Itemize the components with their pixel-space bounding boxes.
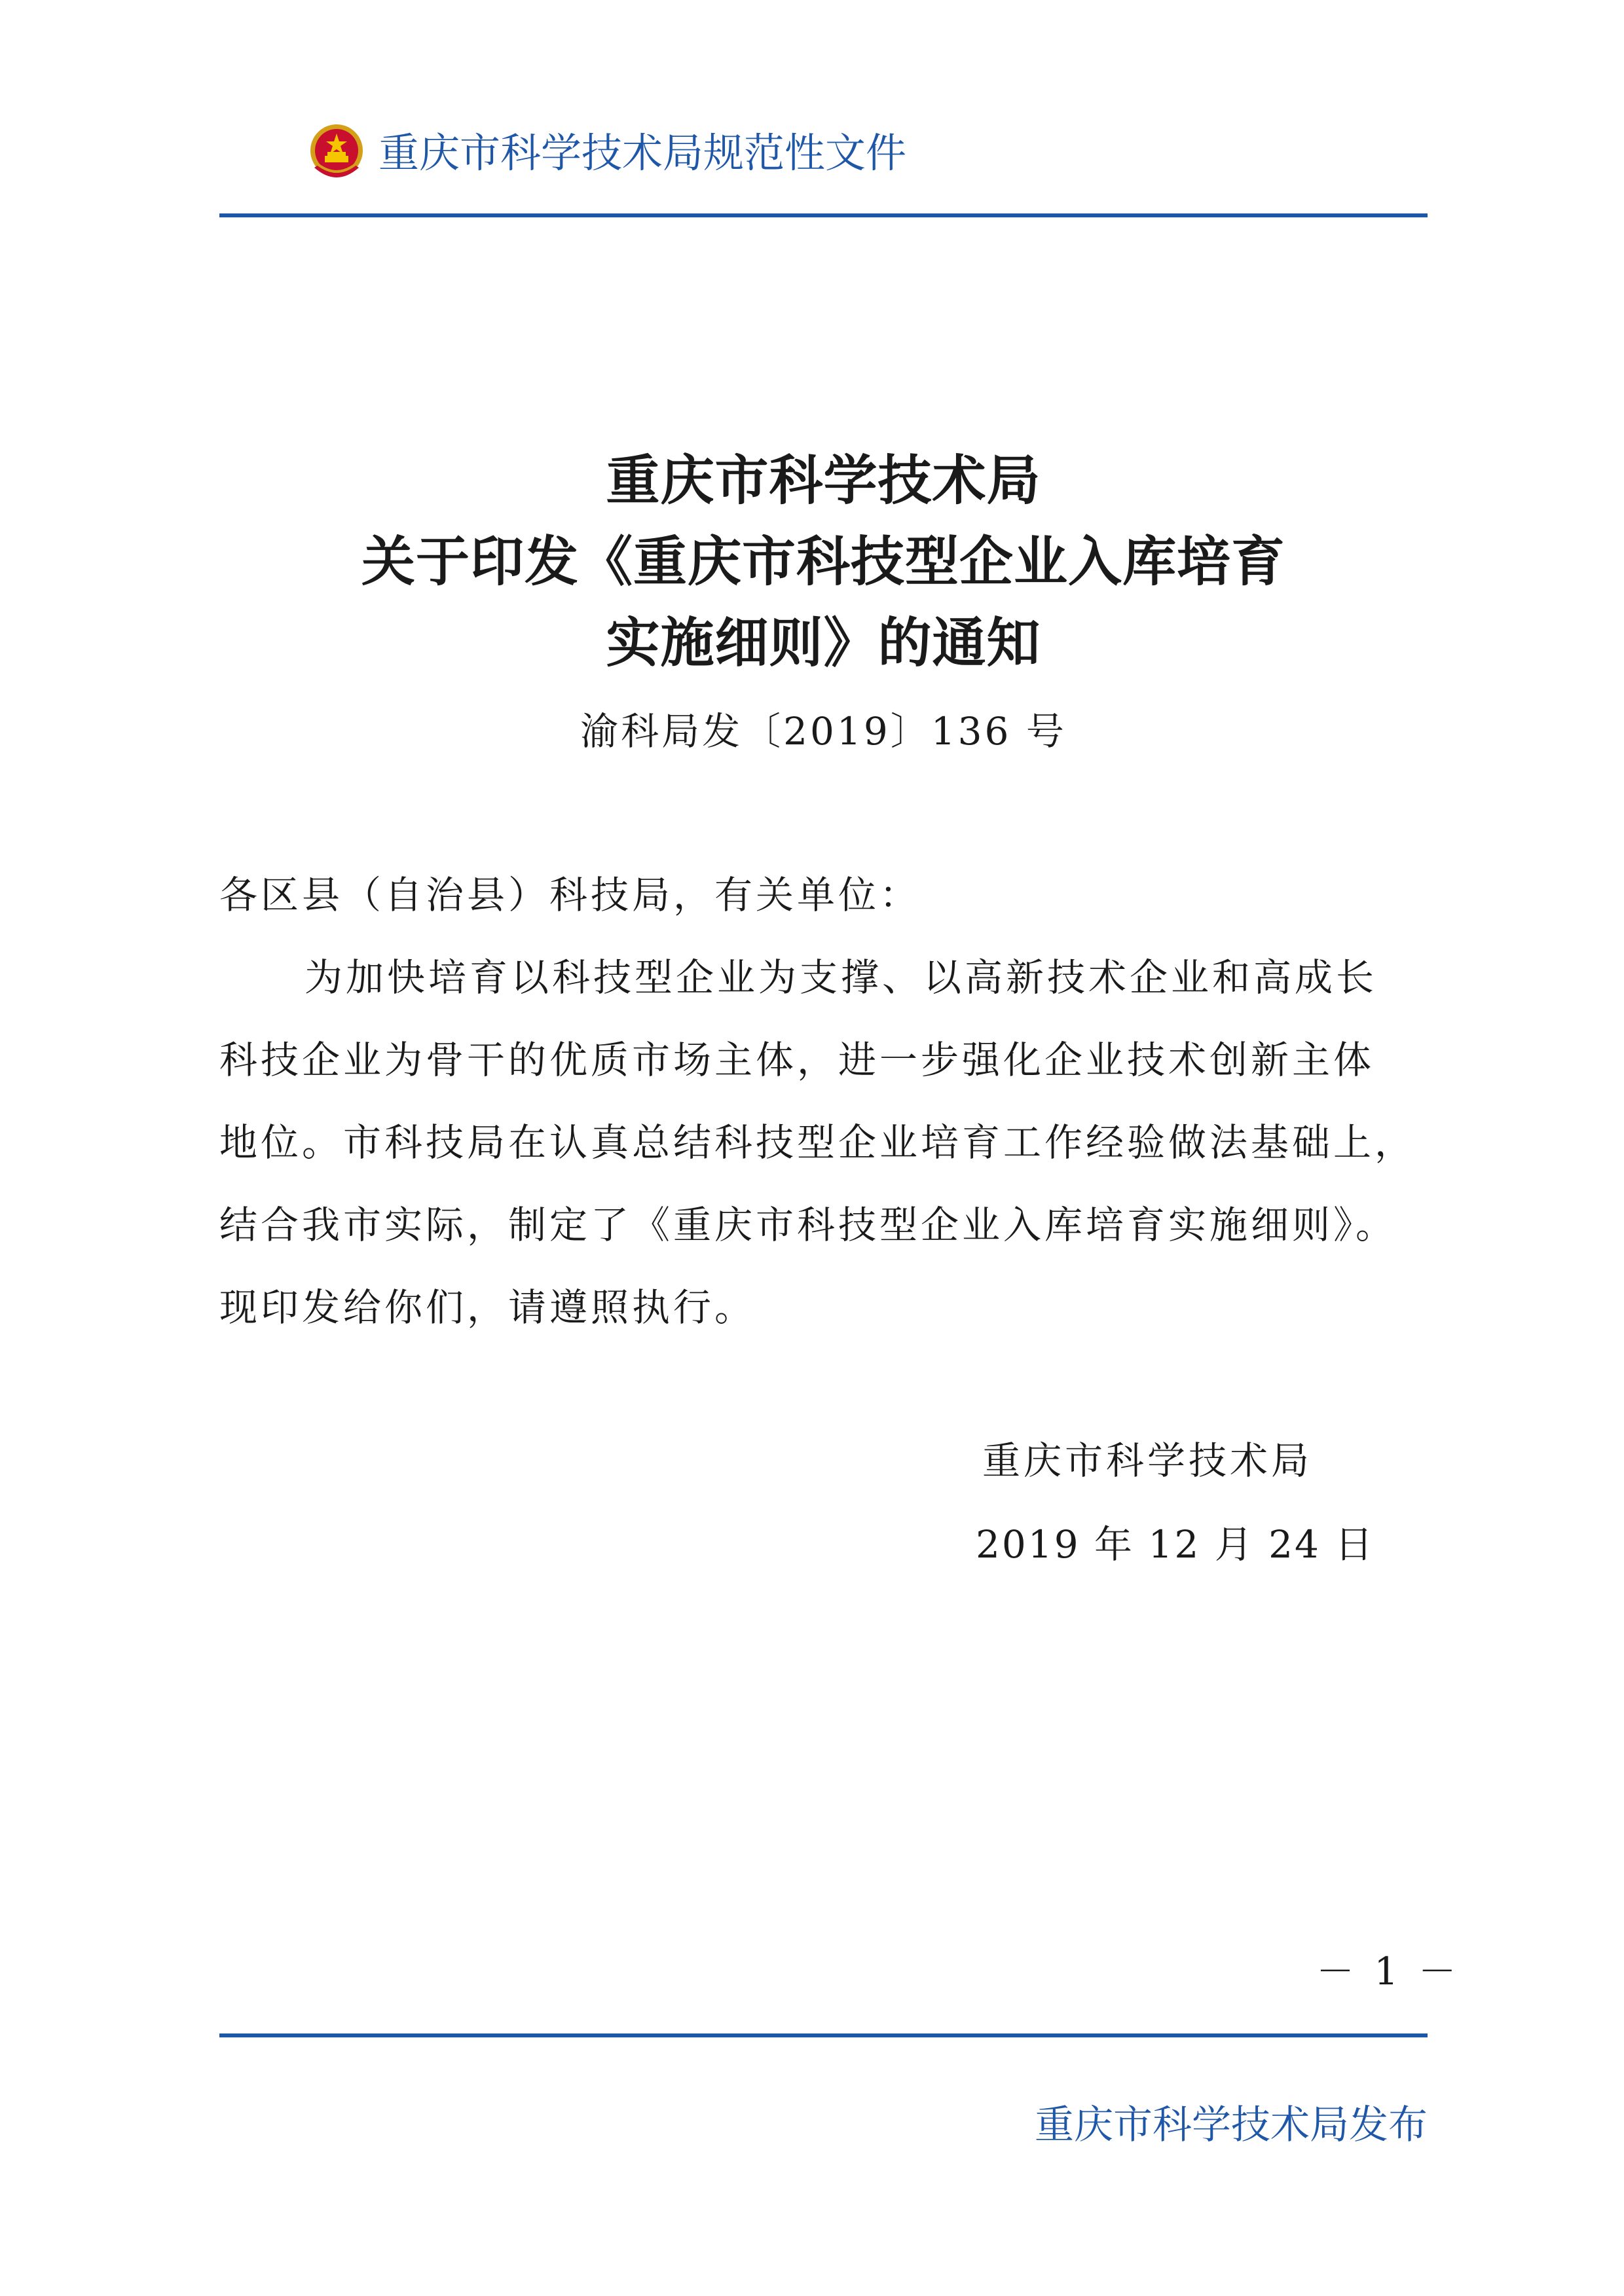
body-line: 结合我市实际，制定了《重庆市科技型企业入库培育实施细则》。 — [219, 1203, 1397, 1247]
title-line: 关于印发《重庆市科技型企业入库培育 — [361, 530, 1285, 593]
signature-date: 2019 年 12 月 24 日 — [976, 1522, 1375, 1567]
footer-divider — [219, 2033, 1428, 2037]
header-divider — [219, 213, 1428, 217]
title-line: 实施细则》的通知 — [606, 611, 1041, 674]
publisher-label: 重庆市科学技术局发布 — [1035, 2102, 1428, 2148]
body-line: 为加快培育以科技型企业为支撑、以高新技术企业和高成长 — [304, 955, 1378, 1000]
body-line: 地位。市科技局在认真总结科技型企业培育工作经验做法基础上， — [219, 1120, 1416, 1165]
document-number: 渝科局发〔2019〕136 号 — [580, 709, 1067, 754]
signature-organization: 重庆市科学技术局 — [982, 1438, 1313, 1483]
addressee-line: 各区县（自治县）科技局，有关单位： — [219, 873, 921, 917]
title-line: 重庆市科学技术局 — [606, 449, 1041, 512]
body-line: 现印发给你们，请遵照执行。 — [219, 1285, 756, 1330]
header-title: 重庆市科学技术局规范性文件 — [378, 129, 907, 177]
body-line: 科技企业为骨干的优质市场主体，进一步强化企业技术创新主体 — [219, 1038, 1375, 1082]
page-number: － 1 － — [1316, 1949, 1460, 1994]
document-title — [219, 440, 1428, 683]
national-emblem-icon — [308, 122, 365, 185]
